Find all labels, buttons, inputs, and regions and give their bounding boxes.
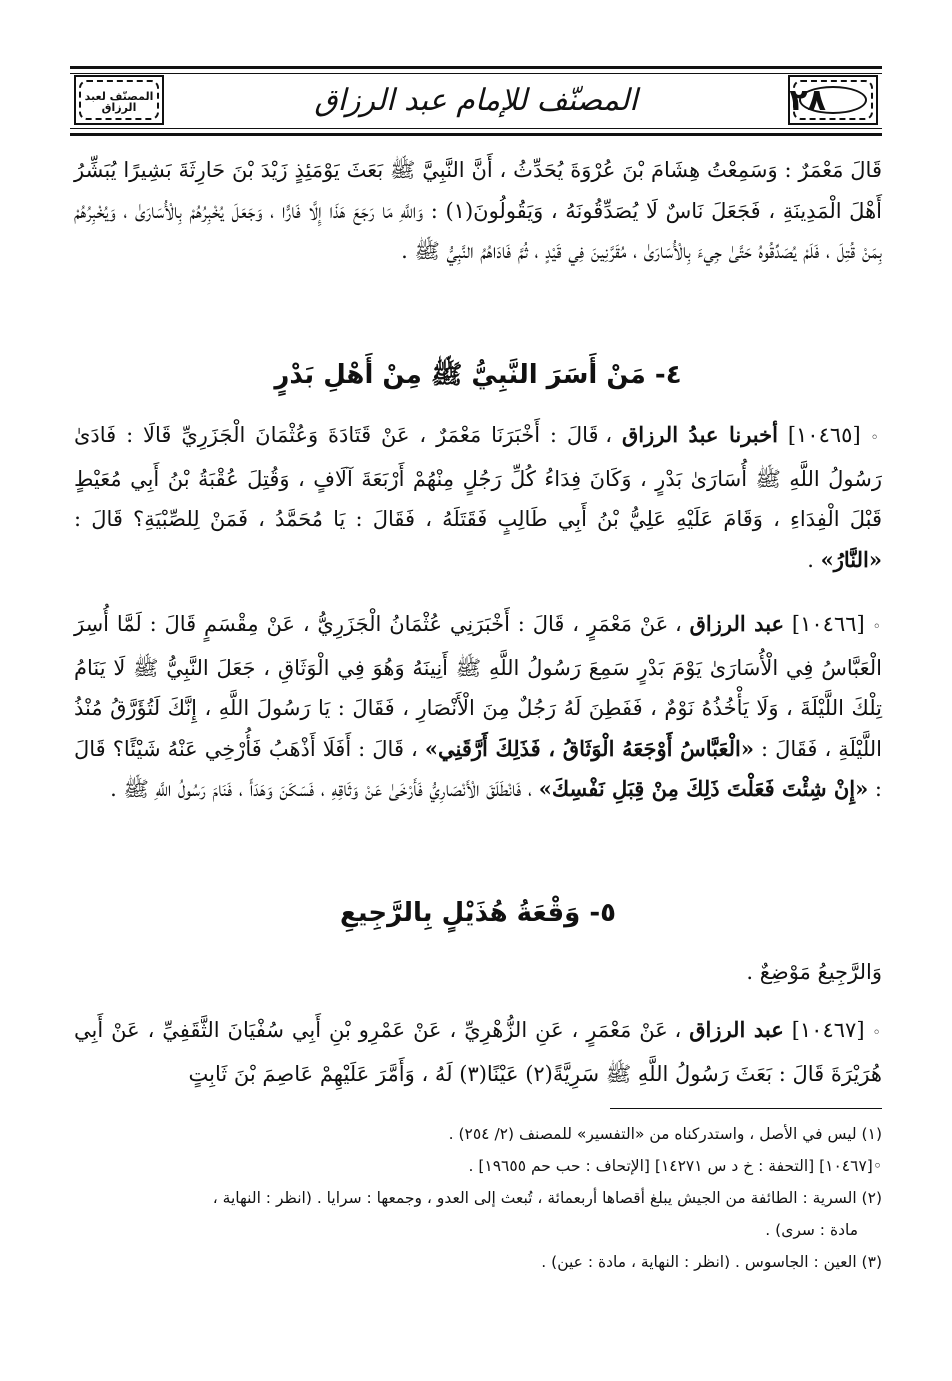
footnote: (٣) العين : الجاسوس . (انظر : النهاية ، مادة : عين) . (541, 1253, 882, 1271)
paragraph-rajee (74, 952, 882, 993)
hadith-lead: عبد الرزاق (689, 611, 785, 636)
hadith-lead: عبد الرزاق (689, 1017, 784, 1042)
page-number: ٢٨ (789, 83, 826, 118)
hadith-number: [١٠٤٦٥] (787, 423, 861, 447)
hadith-10466 (74, 604, 882, 810)
footnote: ◦[١٠٤٦٧] [التحفة : خ د س ١٤٢٧١] [الإتحاف : حب حم ١٩٦٥٥] . (468, 1157, 882, 1175)
hadith-text: ، فَانْطَلَقَ الْأَنْصَارِيُّ فَأَرْخَىٰ عَنْ وَثَاقِهِ ، فَسَكَنَ وَهَدَأَ ، فَنَامَ رَسُولُ اللَّهِ ﷺ . (110, 777, 533, 801)
hadith-end: . (807, 547, 814, 572)
hadith-10465 (74, 415, 882, 580)
header-seal (74, 75, 164, 125)
hadith-text: ، قَالَ : أَخْبَرَنَا مَعْمَرٌ ، عَنْ قَتَادَةَ وَعُثْمَانَ الْجَزَرِيِّ قَالَا : فَادَىٰ رَسُولُ اللَّهِ ﷺ أُسَارَىٰ بَدْرٍ ، وَكَانَ فِدَاءُ كُلِّ رَجُلٍ مِنْهُمْ أَرْبَعَةَ آلَافٍ ، وَقُتِلَ عُقْبَةُ بْنُ أَبِي مُعَيْطٍ قَبْلَ الْفِدَاءِ ، وَقَامَ عَلَيْهِ عَلِيُّ بْنُ أَبِي طَالِبٍ فَقَتَلَهُ ، فَقَالَ : يَا مُحَمَّدُ ، فَمَنْ لِلصِّبْيَةِ؟ قَالَ : (74, 423, 882, 531)
section-heading-5: ٥- وَقْعَةُ هُذَيْلٍ بِالرَّجِيعِ (339, 898, 617, 928)
footnote: (٢) السرية : الطائفة من الجيش يبلغ أقصاها أربعمائة ، تُبعث إلى العدو ، وجمعها : سرايا . (انظر : النهاية ، (212, 1189, 882, 1207)
footnote-continuation: مادة : سرى) . (765, 1221, 858, 1239)
hadith-number: [١٠٤٦٧] (791, 1018, 865, 1042)
running-title: المصنّف للإمام عبد الرزاق (314, 83, 638, 118)
hadith-text: ، عَنْ مَعْمَرٍ ، عَنِ الزُّهْرِيِّ ، عَنْ عَمْرِو بْنِ أَبِي سُفْيَانَ الثَّقَفِيِّ ، عَنْ أَبِي هُرَيْرَةَ قَالَ : بَعَثَ رَسُولُ اللَّهِ ﷺ سَرِيَّةً(٢) عَيْنًا(٣) لَهُ ، وَأَمَّرَ عَلَيْهِمْ عَاصِمَ بْنَ ثَابِتٍ (74, 1018, 882, 1086)
hadith-lead: أخبرنا عبدُ الرزاق (621, 422, 778, 447)
hadith-marker: ◦ (870, 430, 882, 446)
section-heading-4: ٤- مَنْ أَسَرَ النَّبِيُّ ﷺ مِنْ أَهْلِ بَدْرٍ (274, 360, 682, 390)
hadith-number: [١٠٤٦٦] (791, 612, 865, 636)
seal-text: المصنّف لعبد الرزاق (84, 90, 154, 114)
hadith-text: ، عَنْ مَعْمَرٍ ، قَالَ : أَخْبَرَنِي عُثْمَانُ الْجَزَرِيُّ ، عَنْ مِقْسَمٍ قَالَ : لَمَّا أُسِرَ الْعَبَّاسُ فِي الْأُسَارَىٰ يَوْمَ بَدْرٍ سَمِعَ رَسُولُ اللَّهِ ﷺ أَنِينَهُ وَهُوَ فِي الْوَثَاقِ ، جَعَلَ النَّبِيُّ ﷺ لَا يَنَامُ تِلْكَ اللَّيْلَةَ ، وَلَا يَأْخُذُهُ نَوْمٌ ، فَفَطِنَ لَهُ رَجُلٌ مِنَ الْأَنْصَارِ ، فَقَالَ : يَا رَسُولَ اللَّهِ ، إِنَّكَ لَتُؤَرَّقُ مُنْذُ اللَّيْلَةِ ، فَقَالَ : (74, 612, 883, 761)
paragraph-mamar (74, 150, 882, 272)
footnotes (74, 1118, 882, 1278)
page-header (70, 66, 882, 136)
footnote: (١) ليس في الأصل ، واستدركناه من «التفسير» للمصنف (٢/ ٢٥٤) . (448, 1125, 882, 1143)
hadith-text: ، قَالَ : أَفَلَا أَذْهَبُ فَأُرْخِي عَنْهُ شَيْئًا؟ قَالَ : (74, 736, 882, 801)
paragraph-text: قَالَ مَعْمَرٌ : وَسَمِعْتُ هِشَامَ بْنَ عُرْوَةَ يُحَدِّثُ ، أَنَّ النَّبِيَّ ﷺ بَعَثَ يَوْمَئِذٍ زَيْدَ بْنَ حَارِثَةَ بَشِيرًا يُبَشِّرُ أَهْلَ الْمَدِينَةِ ، فَجَعَلَ نَاسٌ لَا يُصَدِّقُونَهُ ، وَيَقُولُونَ(١) : وَاللَّهِ مَا رَجَعَ هَذَا إِلَّا فَارًّا ، وَجَعَلَ يُخْبِرُهُمْ بِالْأُسَارَىٰ ، وَيُخْبِرُهُمْ بِمَنْ قُتِلَ ، فَلَمْ يُصَدِّقُوهُ حَتَّىٰ جِيءَ بِالْأُسَارَىٰ ، مُقَرَّنِينَ فِي قَيْدٍ ، ثُمَّ فَادَاهُمُ النَّبِيُّ ﷺ . (74, 158, 882, 263)
hadith-marker: ◦ (872, 619, 882, 635)
hadith-marker: ◦ (872, 1025, 882, 1041)
hadith-10467 (74, 1010, 882, 1094)
prophet-quote: «إِنْ شِئْتَ فَعَلْتَ ذَلِكَ مِنْ قِبَلِ نَفْسِكَ» (538, 776, 869, 801)
footnote-rule (610, 1108, 882, 1109)
paragraph-text: وَالرَّجِيعُ مَوْضِعٌ . (746, 960, 882, 984)
prophet-quote: «الْعَبَّاسُ أَوْجَعَهُ الْوَثَاقُ ، فَذَلِكَ أَرَّقَنِي» (424, 735, 754, 761)
prophet-quote: «النَّارُ» (820, 546, 882, 572)
